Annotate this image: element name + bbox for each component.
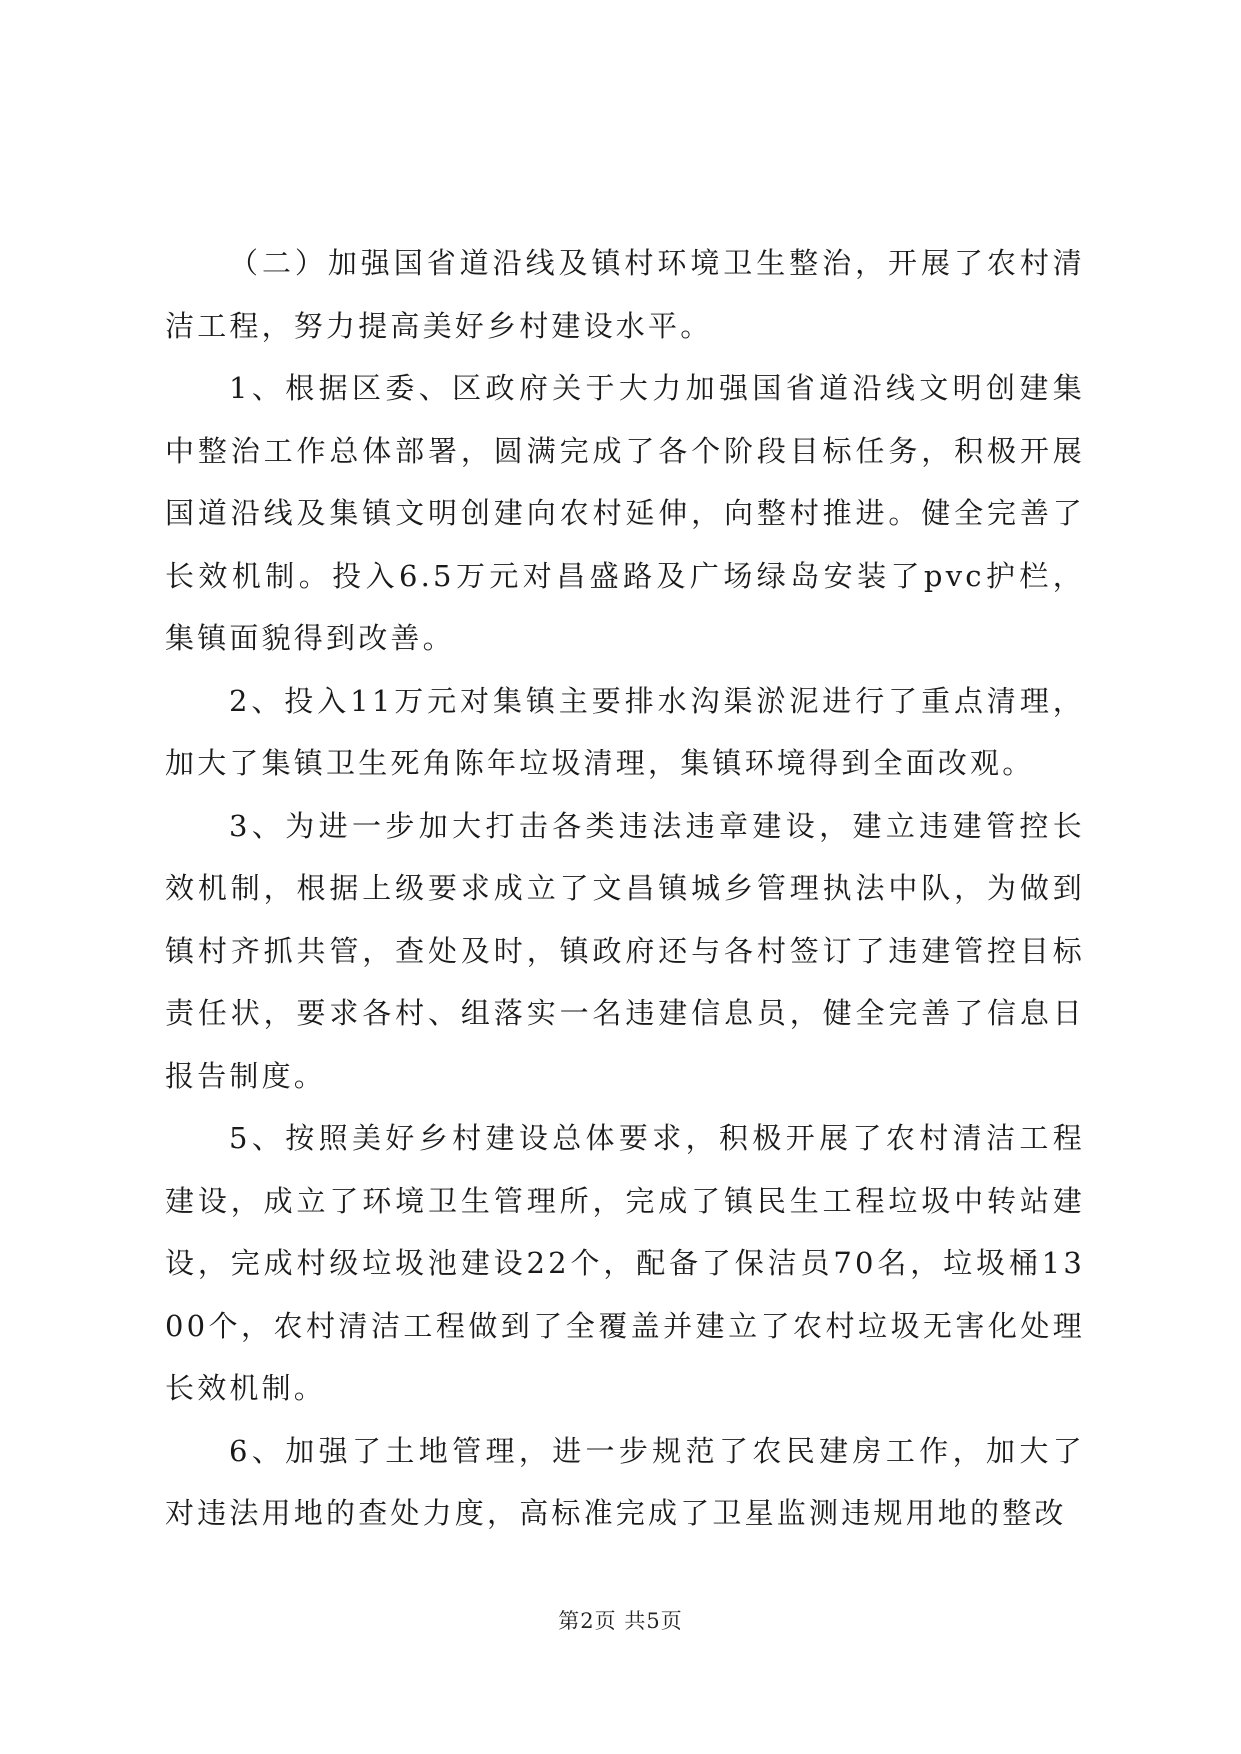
document-body (165, 232, 1085, 1545)
paragraph-section-2-heading: （二）加强国省道沿线及镇村环境卫生整治，开展了农村清洁工程，努力提高美好乡村建设水平。 (165, 246, 1085, 343)
page-number-footer: 第2页 共5页 (558, 1609, 683, 1633)
paragraph-item-5: 5、按照美好乡村建设总体要求，积极开展了农村清洁工程建设，成立了环境卫生管理所，完成了镇民生工程垃圾中转站建设，完成村级垃圾池建设22个，配备了保洁员70名，垃圾桶1300个，农村清洁工程做到了全覆盖并建立了农村垃圾无害化处理长效机制。 (165, 1121, 1085, 1405)
paragraph-item-2: 2、投入11万元对集镇主要排水沟渠淤泥进行了重点清理，加大了集镇卫生死角陈年垃圾清理，集镇环境得到全面改观。 (165, 683, 1085, 780)
paragraph-item-3: 3、为进一步加大打击各类违法违章建设，建立违建管控长效机制，根据上级要求成立了文昌镇城乡管理执法中队，为做到镇村齐抓共管，查处及时，镇政府还与各村签订了违建管控目标责任状，要求各村、组落实一名违建信息员，健全完善了信息日报告制度。 (165, 808, 1085, 1093)
paragraph-item-6: 6、加强了土地管理，进一步规范了农民建房工作，加大了对违法用地的查处力度，高标准完成了卫星监测违规用地的整改 (165, 1433, 1085, 1530)
paragraph-item-1: 1、根据区委、区政府关于大力加强国省道沿线文明创建集中整治工作总体部署，圆满完成了各个阶段目标任务，积极开展国道沿线及集镇文明创建向农村延伸，向整村推进。健全完善了长效机制。投入6.5万元对昌盛路及广场绿岛安装了pvc护栏，集镇面貌得到改善。 (165, 371, 1085, 655)
